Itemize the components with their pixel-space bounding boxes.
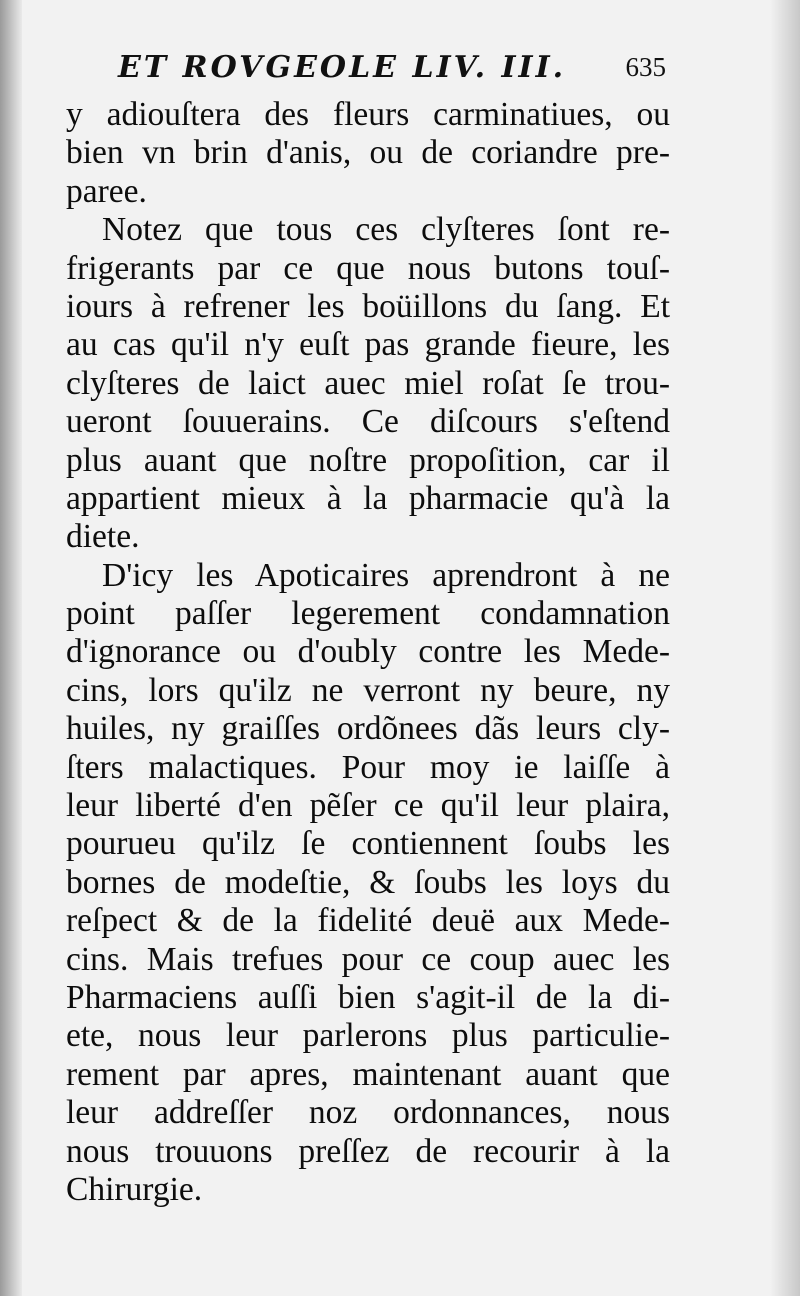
running-head: ET ROVGEOLE LIV. III.: [118, 50, 567, 85]
text-line: Notez que tous ces clyſteres ſont re-: [102, 211, 670, 249]
text-line: au cas qu'il n'y euſt pas grande fieure, les: [66, 326, 670, 364]
page-number: 635: [625, 52, 666, 82]
text-line: ſters malactiques. Pour moy ie laiſſe à: [66, 748, 670, 786]
text-line: pourueu qu'ilz ſe contiennent ſoubs les: [66, 825, 670, 863]
text-line: clyſteres de laict auec miel roſat ſe trou-: [66, 364, 670, 402]
text-line: rement par apres, maintenant auant que: [66, 1055, 670, 1093]
text-line: y adiouſtera des fleurs carminatiues, ou: [66, 96, 670, 133]
text-line: leur addreſſer noz ordonnances, nous: [66, 1094, 670, 1132]
text-line: huiles, ny graiſſes ordõnees dãs leurs cly-: [66, 710, 670, 748]
page-edge-left: [0, 0, 22, 1296]
text-line: ueront ſouuerains. Ce diſcours s'eſtend: [66, 403, 670, 441]
text-line: D'icy les Apoticaires aprendront à ne: [102, 556, 670, 594]
page-edge-right: [770, 0, 800, 1296]
text-line: nous trouuons preſſez de recourir à la: [66, 1132, 670, 1170]
text-line: iours à refrener les boüillons du ſang. Et: [66, 287, 670, 325]
text-line: cins. Mais trefues pour ce coup auec les: [66, 940, 670, 978]
text-line: leur liberté d'en pẽſer ce qu'il leur plaira,: [66, 787, 670, 825]
text-line: d'ignorance ou d'oubly contre les Mede-: [66, 633, 670, 671]
text-line: paree.: [66, 172, 147, 210]
text-line: plus auant que noſtre propoſition, car il: [66, 441, 670, 479]
page-header: [118, 50, 666, 94]
text-line: cins, lors qu'ilz ne verront ny beure, ny: [66, 671, 670, 709]
text-line: reſpect & de la fidelité deuë aux Mede-: [66, 902, 670, 940]
text-line: Chirurgie.: [66, 1170, 203, 1208]
text-line: bornes de modeſtie, & ſoubs les loys du: [66, 863, 670, 901]
body-text: [66, 96, 670, 1209]
text-line: ete, nous leur parlerons plus particulie-: [66, 1017, 670, 1055]
text-line: Pharmaciens auſſi bien s'agit-il de la di-: [66, 978, 670, 1016]
text-line: frigerants par ce que nous butons touſ-: [66, 249, 670, 287]
text-line: point paſſer legerement condamnation: [66, 595, 670, 633]
text-line: appartient mieux à la pharmacie qu'à la: [66, 479, 670, 517]
text-line: diete.: [66, 518, 140, 556]
text-line: bien vn brin d'anis, ou de coriandre pre-: [66, 134, 670, 172]
